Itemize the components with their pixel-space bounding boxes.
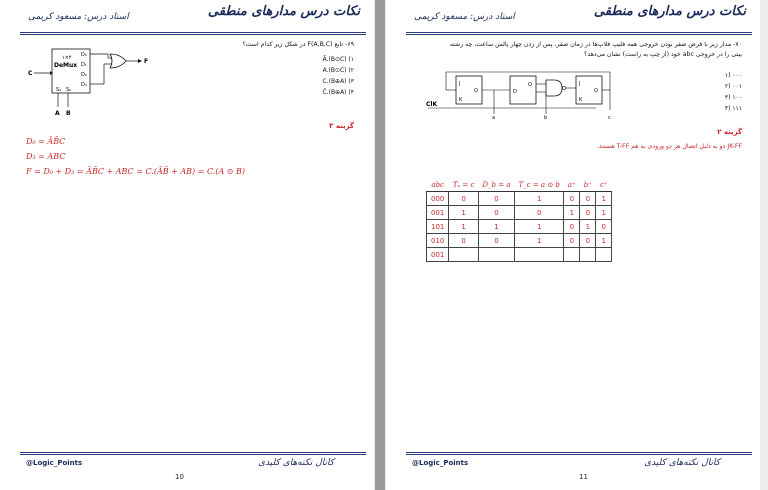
header-author: استاد درس: مسعود کریمی: [28, 12, 129, 22]
cell: 0: [478, 206, 514, 220]
page-number: 10: [175, 473, 184, 481]
header-author: استاد درس: مسعود کریمی: [414, 12, 515, 22]
cell: 1: [449, 206, 479, 220]
chip-code: ۱×۴: [62, 55, 72, 61]
cell: 0: [580, 192, 596, 206]
cell: 0: [580, 206, 596, 220]
cell: 0: [449, 192, 479, 206]
header-title: نکات درس مدارهای منطقی: [207, 4, 360, 19]
footer-rule: [406, 454, 752, 455]
page-left: [0, 0, 374, 490]
cell: 0: [580, 234, 596, 248]
svg-text:K: K: [459, 97, 463, 103]
truth-table: [426, 178, 612, 262]
cell: 0: [596, 220, 612, 234]
flipflop-circuit-diagram: [426, 68, 631, 120]
cell: [449, 248, 479, 262]
header-rule: [20, 34, 366, 35]
table-row: [427, 206, 612, 220]
cell: 1: [596, 192, 612, 206]
col-ta: Tₐ = c: [449, 178, 479, 192]
cell: [478, 248, 514, 262]
footer-channel: کانال نکته‌های کلیدی: [644, 458, 720, 468]
answer-label: گزینه ۲: [717, 128, 742, 136]
cell: 0: [449, 234, 479, 248]
option-2: A.(B⊙C) (۲: [322, 67, 354, 74]
xnor-gate: [546, 80, 562, 96]
cell: 1: [596, 206, 612, 220]
cell: [564, 248, 580, 262]
cell: 101: [427, 220, 449, 234]
output-f: F: [144, 58, 149, 65]
footer-rule: [406, 452, 752, 453]
cell: 010: [427, 234, 449, 248]
question-70-line1: ۷۰- مدار زیر با فرض صفر بودن خروجی همه فلیپ فلاپ‌ها در زمان صفر، پس از زدن چهار پالس ساعت، چه رشته: [449, 41, 742, 48]
select-s1: S₁: [56, 87, 62, 93]
cell: 1: [515, 192, 564, 206]
cell: 1: [478, 220, 514, 234]
cell: 1: [564, 206, 580, 220]
demux-circuit-diagram: [28, 45, 158, 120]
cell: 0: [564, 220, 580, 234]
answer-explanation: JK-FF دو به دلیل اتصال هر دو ورودی به هم T-FF هستند.: [596, 143, 742, 150]
cell: 0: [478, 192, 514, 206]
output-c: c: [608, 115, 611, 120]
output-d3: D₃: [81, 82, 87, 88]
svg-text:Q: Q: [594, 88, 598, 94]
output-d1: D₁: [81, 62, 87, 68]
cell: 0: [564, 234, 580, 248]
page-right: [386, 0, 760, 490]
option-4: C̄.(B⊕A) (۴: [322, 89, 354, 96]
option-3: C.(B⊕A) (۳: [322, 78, 354, 85]
page-header: [406, 2, 752, 32]
cell: [596, 248, 612, 262]
question-69: ۶۹- تابع F(A,B,C) در شکل زیر کدام است؟: [242, 41, 354, 48]
footer-handle: @Logic_Points: [26, 459, 83, 467]
cell: 1: [449, 220, 479, 234]
option-3: ۱۰۰ (۳: [724, 94, 742, 101]
cell: 000: [427, 192, 449, 206]
page-header: [20, 2, 366, 32]
cell: 1: [515, 234, 564, 248]
clock-label: ClK: [426, 101, 438, 108]
option-1: Ā.(B⊙C) (۱: [322, 56, 354, 63]
select-s0: S₀: [66, 87, 72, 93]
footer-rule: [20, 452, 366, 453]
table-header-row: [427, 178, 612, 192]
header-title: نکات درس مدارهای منطقی: [593, 4, 746, 19]
output-d0: D₀: [81, 52, 87, 58]
option-4: ۱۱۱ (۴: [724, 105, 742, 112]
answer-label: گزینه ۳: [329, 122, 354, 130]
footer-rule: [20, 454, 366, 455]
cell: 0: [515, 206, 564, 220]
col-c-next: c⁺: [596, 178, 612, 192]
table-row: [427, 192, 612, 206]
cell: 0: [564, 192, 580, 206]
col-abc: abc: [427, 178, 449, 192]
question-70-line2: بیتی را در خروجی abc خود (از چپ به راست) نشان می‌دهد؟: [584, 51, 742, 58]
equation-f: F = D₀ + D₃ = ĀB̄C + ABC = C.(ĀB̄ + AB) = C.(A ⊙ B): [26, 167, 246, 176]
select-a: A: [55, 110, 60, 117]
svg-text:J: J: [459, 81, 461, 87]
col-a-next: a⁺: [564, 178, 580, 192]
header-rule: [20, 32, 366, 33]
select-b: B: [66, 110, 71, 117]
svg-text:Q: Q: [528, 82, 532, 88]
col-db: D_b = a: [478, 178, 514, 192]
cell: 001: [427, 206, 449, 220]
page-number: 11: [579, 473, 588, 481]
option-1: ۰۰۰ (۱: [724, 72, 742, 79]
or-gate: [110, 54, 126, 68]
cell: 001: [427, 248, 449, 262]
svg-text:K: K: [579, 97, 583, 103]
footer-handle: @Logic_Points: [412, 459, 469, 467]
option-2: ۰۰۱ (۲: [724, 83, 742, 90]
header-rule: [406, 34, 752, 35]
equation-d3: D₃ = ABC: [26, 152, 66, 161]
table-row: [427, 248, 612, 262]
cell: 0: [478, 234, 514, 248]
table-row: [427, 234, 612, 248]
col-b-next: b⁺: [580, 178, 596, 192]
output-a: a: [492, 115, 496, 120]
page-gutter: [375, 0, 385, 490]
cell: 1: [596, 234, 612, 248]
footer-channel: کانال نکته‌های کلیدی: [258, 458, 334, 468]
cell: [515, 248, 564, 262]
col-tc: T_c = a ⊙ b: [515, 178, 564, 192]
cell: 1: [580, 220, 596, 234]
output-b: b: [544, 115, 548, 120]
output-d2: D₂: [81, 72, 87, 78]
table-row: [427, 220, 612, 234]
svg-text:Q: Q: [474, 88, 478, 94]
cell: [580, 248, 596, 262]
chip-name: DeMux: [54, 62, 78, 69]
input-c: C: [28, 70, 33, 77]
equation-d0: D₀ = ĀB̄C: [26, 137, 66, 146]
svg-text:J: J: [579, 81, 581, 87]
cell: 1: [515, 220, 564, 234]
header-rule: [406, 32, 752, 33]
svg-text:D: D: [513, 89, 517, 95]
